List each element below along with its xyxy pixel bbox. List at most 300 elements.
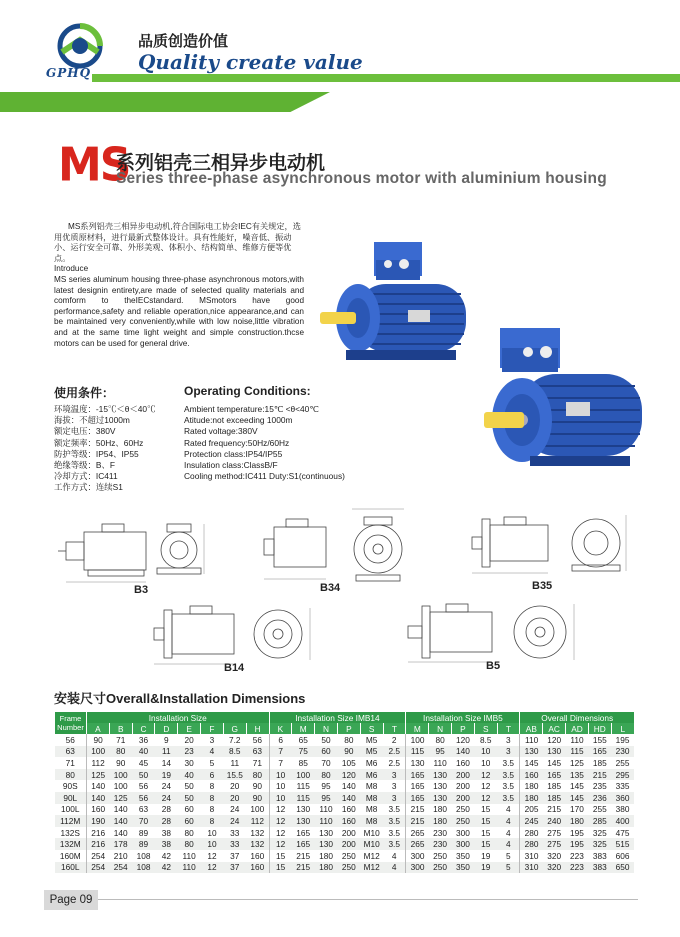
table-cell: 95 — [429, 746, 452, 758]
frame-number-cell: 80 — [55, 769, 87, 781]
table-cell: 165 — [406, 769, 429, 781]
table-cell: 3.5 — [383, 804, 406, 816]
table-cell: 7 — [269, 746, 292, 758]
table-cell: 19 — [474, 850, 497, 862]
table-cell: 7 — [269, 757, 292, 769]
table-cell: 80 — [178, 827, 201, 839]
table-cell: 295 — [611, 769, 634, 781]
table-cell: 80 — [429, 734, 452, 746]
table-cell: 155 — [588, 734, 611, 746]
table-cell: 15 — [474, 827, 497, 839]
table-cell: 10 — [269, 780, 292, 792]
table-cell: 36 — [132, 734, 155, 746]
table-cell: 236 — [588, 792, 611, 804]
table-cell: 15 — [474, 815, 497, 827]
condition-item: 冷却方式：IC411 — [54, 471, 118, 482]
table-cell: 105 — [337, 757, 360, 769]
table-cell: 3.5 — [497, 780, 520, 792]
table-row — [55, 792, 635, 804]
table-cell: 335 — [611, 780, 634, 792]
table-column-header-row — [55, 723, 635, 734]
table-cell: 3 — [497, 734, 520, 746]
frame-number-cell: 56 — [55, 734, 87, 746]
condition-item: 额定频率：50Hz、60Hz — [54, 437, 144, 448]
table-cell: 85 — [292, 757, 315, 769]
table-cell: 132 — [246, 838, 269, 850]
table-cell: 3.5 — [497, 792, 520, 804]
table-cell: 90 — [109, 757, 132, 769]
condition-item: Cooling method:IC411 Duty:S1(continuous) — [184, 471, 345, 482]
table-cell: 275 — [543, 827, 566, 839]
table-cell: 110 — [315, 804, 338, 816]
condition-item: 海拔：不超过1000m — [54, 415, 130, 426]
table-cell: 63 — [246, 746, 269, 758]
diagram-label-b34: B34 — [320, 582, 341, 594]
column-header: K — [269, 723, 292, 734]
table-cell: 215 — [588, 769, 611, 781]
frame-number-header: Frame Number — [55, 712, 87, 734]
table-cell: 7.2 — [223, 734, 246, 746]
condition-item: 额定电压：380V — [54, 426, 116, 437]
table-cell: 38 — [155, 838, 178, 850]
table-cell: 24 — [223, 804, 246, 816]
column-header: D — [155, 723, 178, 734]
table-cell: 56 — [132, 780, 155, 792]
frame-number-cell: 160L — [55, 862, 87, 874]
column-header: N — [429, 723, 452, 734]
table-cell: 10 — [269, 792, 292, 804]
table-cell: 12 — [201, 862, 224, 874]
table-cell: 130 — [292, 804, 315, 816]
table-cell: 380 — [611, 804, 634, 816]
table-cell: 4 — [497, 804, 520, 816]
table-cell: 110 — [315, 815, 338, 827]
table-cell: 160 — [246, 850, 269, 862]
table-cell: 250 — [429, 850, 452, 862]
intro-en: MS series aluminum housing three-phase asynchronous motors,with latest designin entirety,are made of selected quality materials and comform to theIECstandard. MSmotors have good performance,safety and reliable operation,nice appearance,and can be maintained very conveniently,while with low noise,little vibration and at the same time light weight and simple construction.thcse motors can be used for general drive. — [54, 274, 304, 348]
table-cell: 90 — [246, 780, 269, 792]
table-cell: 42 — [155, 850, 178, 862]
table-cell: 135 — [566, 769, 589, 781]
table-cell: 250 — [452, 804, 475, 816]
table-cell: M5 — [360, 734, 383, 746]
column-header: B — [109, 723, 132, 734]
conditions-cn-list — [54, 404, 155, 494]
motor-image-large — [470, 322, 650, 482]
table-cell: 180 — [520, 792, 543, 804]
table-cell: M8 — [360, 780, 383, 792]
table-cell: 3.5 — [383, 827, 406, 839]
table-cell: 70 — [315, 757, 338, 769]
table-cell: 10 — [474, 746, 497, 758]
table-cell: 125 — [566, 757, 589, 769]
table-cell: 3 — [383, 792, 406, 804]
conditions-en-heading: Operating Conditions: — [184, 384, 311, 398]
table-cell: 140 — [337, 792, 360, 804]
table-cell: 12 — [269, 827, 292, 839]
condition-item: Insulation class:ClassB/F — [184, 460, 278, 471]
table-cell: 3.5 — [383, 838, 406, 850]
table-cell: 310 — [520, 850, 543, 862]
table-cell: 12 — [269, 804, 292, 816]
table-title-cn: 安装尺寸 — [54, 691, 107, 706]
table-cell: 11 — [155, 746, 178, 758]
table-cell: 240 — [543, 815, 566, 827]
diagram-b5 — [400, 596, 590, 668]
table-cell: 255 — [611, 757, 634, 769]
column-header: M — [292, 723, 315, 734]
table-cell: 180 — [429, 815, 452, 827]
table-cell: 115 — [292, 780, 315, 792]
table-cell: 200 — [337, 827, 360, 839]
table-cell: 8.5 — [223, 746, 246, 758]
condition-item: 环境温度：-15℃＜θ＜40℃ — [54, 404, 156, 414]
frame-number-cell: 112M — [55, 815, 87, 827]
table-cell: 12 — [474, 792, 497, 804]
table-group-header-row — [55, 712, 635, 723]
table-cell: 130 — [520, 746, 543, 758]
table-cell: 2.5 — [383, 746, 406, 758]
table-cell: 160 — [337, 815, 360, 827]
table-cell: M8 — [360, 792, 383, 804]
table-cell: 33 — [223, 827, 246, 839]
table-cell: M12 — [360, 862, 383, 874]
table-cell: 165 — [406, 792, 429, 804]
table-cell: 254 — [109, 862, 132, 874]
column-header: HD — [588, 723, 611, 734]
table-cell: 8.5 — [474, 734, 497, 746]
table-cell: 285 — [588, 815, 611, 827]
column-header: P — [337, 723, 360, 734]
table-cell: 350 — [452, 850, 475, 862]
table-cell: 2.5 — [383, 757, 406, 769]
table-cell: 300 — [406, 862, 429, 874]
table-cell: 38 — [155, 827, 178, 839]
page-title-cn: 系列铝壳三相异步电动机 — [116, 153, 326, 174]
table-cell: 160 — [452, 757, 475, 769]
table-cell: 15 — [474, 804, 497, 816]
table-cell: 100 — [406, 734, 429, 746]
table-cell: 300 — [406, 850, 429, 862]
table-cell: 80 — [109, 746, 132, 758]
table-cell: 112 — [246, 815, 269, 827]
frame-number-cell: 100L — [55, 804, 87, 816]
table-cell: 108 — [132, 862, 155, 874]
table-cell: 3.5 — [383, 815, 406, 827]
table-cell: 140 — [452, 746, 475, 758]
table-cell: 37 — [223, 850, 246, 862]
table-cell: 165 — [543, 769, 566, 781]
table-row — [55, 850, 635, 862]
table-cell: 15 — [269, 850, 292, 862]
table-cell: 180 — [315, 862, 338, 874]
table-cell: 3.5 — [497, 769, 520, 781]
frame-number-cell: 90S — [55, 780, 87, 792]
table-cell: 140 — [109, 815, 132, 827]
table-cell: 3 — [383, 780, 406, 792]
table-cell: 100 — [292, 769, 315, 781]
frame-number-cell: 132M — [55, 838, 87, 850]
table-cell: 320 — [543, 862, 566, 874]
table-cell: 89 — [132, 838, 155, 850]
column-header: T — [497, 723, 520, 734]
column-header: S — [474, 723, 497, 734]
table-title — [54, 688, 305, 707]
table-cell: 185 — [588, 757, 611, 769]
table-cell: 10 — [201, 838, 224, 850]
table-cell: 40 — [132, 746, 155, 758]
table-cell: M6 — [360, 757, 383, 769]
conditions-en-list — [184, 404, 345, 482]
table-cell: 325 — [588, 827, 611, 839]
table-cell: 12 — [201, 850, 224, 862]
table-cell: 50 — [132, 769, 155, 781]
table-cell: 250 — [452, 815, 475, 827]
table-cell: 4 — [201, 746, 224, 758]
table-cell: 300 — [452, 838, 475, 850]
table-cell: 254 — [87, 862, 110, 874]
column-header: AD — [566, 723, 589, 734]
table-cell: 80 — [315, 769, 338, 781]
table-cell: 178 — [109, 838, 132, 850]
table-cell: 4 — [497, 827, 520, 839]
table-cell: 115 — [292, 792, 315, 804]
table-cell: 180 — [429, 804, 452, 816]
table-cell: 8 — [201, 780, 224, 792]
page-number: Page 09 — [44, 890, 98, 910]
table-cell: 120 — [543, 734, 566, 746]
table-cell: 80 — [337, 734, 360, 746]
table-cell: 195 — [611, 734, 634, 746]
table-cell: 200 — [337, 838, 360, 850]
table-cell: 230 — [429, 838, 452, 850]
table-row — [55, 862, 635, 874]
table-cell: 200 — [452, 769, 475, 781]
table-cell: 216 — [87, 838, 110, 850]
table-cell: 90 — [246, 792, 269, 804]
table-cell: 280 — [520, 838, 543, 850]
table-cell: 15.5 — [223, 769, 246, 781]
table-cell: 30 — [178, 757, 201, 769]
table-cell: 80 — [178, 838, 201, 850]
table-cell: 606 — [611, 850, 634, 862]
table-cell: 110 — [520, 734, 543, 746]
table-cell: 180 — [315, 850, 338, 862]
table-cell: 205 — [520, 804, 543, 816]
table-cell: M10 — [360, 838, 383, 850]
logo-text: GPHQ — [46, 66, 92, 80]
table-cell: 300 — [452, 827, 475, 839]
table-cell: 56 — [132, 792, 155, 804]
condition-item: 绝缘等级：B、F — [54, 460, 115, 471]
condition-item: Rated voltage:380V — [184, 426, 258, 437]
condition-item: Atitude:not exceeding 1000m — [184, 415, 293, 426]
table-cell: 130 — [315, 827, 338, 839]
table-cell: 4 — [383, 850, 406, 862]
table-cell: 3 — [497, 746, 520, 758]
table-cell: 350 — [452, 862, 475, 874]
table-cell: 20 — [223, 792, 246, 804]
table-cell: 90 — [87, 734, 110, 746]
table-cell: 24 — [155, 780, 178, 792]
frame-number-cell: 132S — [55, 827, 87, 839]
table-cell: 130 — [429, 769, 452, 781]
condition-item: 防护等级：IP54、IP55 — [54, 448, 139, 459]
diagram-b14 — [150, 600, 320, 670]
diagram-label-b5: B5 — [486, 660, 501, 672]
table-cell: 95 — [315, 792, 338, 804]
table-cell: 95 — [315, 780, 338, 792]
table-cell: 180 — [566, 815, 589, 827]
table-cell: 20 — [223, 780, 246, 792]
table-row — [55, 734, 635, 746]
table-row — [55, 757, 635, 769]
group-header: Overall Dimensions — [520, 712, 634, 723]
table-cell: 6 — [269, 734, 292, 746]
table-cell: 100 — [246, 804, 269, 816]
table-cell: 108 — [132, 850, 155, 862]
table-cell: 400 — [611, 815, 634, 827]
table-cell: 130 — [429, 780, 452, 792]
table-cell: 115 — [406, 746, 429, 758]
column-header: A — [87, 723, 110, 734]
intro-heading: Introduce — [54, 264, 89, 274]
slogan-cn: 品质创造价值 — [138, 33, 229, 50]
table-cell: 145 — [543, 757, 566, 769]
column-header: AB — [520, 723, 543, 734]
table-cell: 20 — [178, 734, 201, 746]
table-cell: 130 — [543, 746, 566, 758]
table-cell: 10 — [269, 769, 292, 781]
table-cell: 19 — [474, 862, 497, 874]
table-cell: 71 — [109, 734, 132, 746]
table-cell: 200 — [452, 780, 475, 792]
table-cell: 130 — [315, 838, 338, 850]
table-cell: 24 — [223, 815, 246, 827]
table-cell: 140 — [109, 827, 132, 839]
group-header: Installation Size IMB5 — [406, 712, 520, 723]
table-cell: 383 — [588, 862, 611, 874]
table-row — [55, 780, 635, 792]
table-cell: 165 — [588, 746, 611, 758]
table-cell: 100 — [109, 780, 132, 792]
table-cell: 320 — [543, 850, 566, 862]
table-cell: 12 — [474, 769, 497, 781]
table-cell: 12 — [474, 780, 497, 792]
table-row — [55, 827, 635, 839]
table-cell: 360 — [611, 792, 634, 804]
table-cell: 195 — [566, 827, 589, 839]
table-cell: 3 — [201, 734, 224, 746]
table-cell: 210 — [109, 850, 132, 862]
column-header: E — [178, 723, 201, 734]
table-cell: 24 — [155, 792, 178, 804]
table-cell: 230 — [429, 827, 452, 839]
table-cell: 223 — [566, 862, 589, 874]
table-cell: 254 — [87, 850, 110, 862]
table-cell: 70 — [132, 815, 155, 827]
table-cell: 28 — [155, 815, 178, 827]
frame-number-cell: 63 — [55, 746, 87, 758]
table-cell: 56 — [246, 734, 269, 746]
table-cell: 71 — [246, 757, 269, 769]
column-header: F — [201, 723, 224, 734]
table-cell: 65 — [292, 734, 315, 746]
table-cell: 180 — [520, 780, 543, 792]
table-cell: 50 — [178, 780, 201, 792]
table-cell: M6 — [360, 769, 383, 781]
table-cell: 89 — [132, 827, 155, 839]
column-header: T — [383, 723, 406, 734]
diagram-b34 — [256, 505, 416, 593]
table-cell: 215 — [543, 804, 566, 816]
table-cell: 5 — [201, 757, 224, 769]
table-cell: 190 — [87, 815, 110, 827]
footer-line — [98, 899, 638, 900]
column-header: N — [315, 723, 338, 734]
table-cell: 215 — [406, 804, 429, 816]
table-cell: 3 — [383, 769, 406, 781]
table-row — [55, 804, 635, 816]
table-cell: 10 — [474, 757, 497, 769]
intro-cn: MS系列铝壳三相异步电动机,符合国际电工协会IEC有关规定，选用优质原材料，进行最新式整体设计。具有性能好，噪音低、振动小、运行安全可靠、外形美观、体积小、结构简单、维修方便等优点。 — [54, 222, 301, 263]
table-cell: 80 — [246, 769, 269, 781]
table-cell: 45 — [132, 757, 155, 769]
condition-item: Ambient temperature:15℃ <θ<40℃ — [184, 404, 319, 414]
column-header: S — [360, 723, 383, 734]
table-cell: 110 — [178, 862, 201, 874]
table-cell: 110 — [429, 757, 452, 769]
table-cell: 15 — [474, 838, 497, 850]
table-cell: 6 — [201, 769, 224, 781]
table-cell: 110 — [566, 734, 589, 746]
table-cell: 250 — [429, 862, 452, 874]
table-cell: 195 — [566, 838, 589, 850]
frame-number-cell: 160M — [55, 850, 87, 862]
table-cell: 165 — [292, 827, 315, 839]
table-cell: 42 — [155, 862, 178, 874]
table-cell: 170 — [566, 804, 589, 816]
table-cell: 230 — [611, 746, 634, 758]
column-header: C — [132, 723, 155, 734]
table-cell: 275 — [543, 838, 566, 850]
table-row — [55, 769, 635, 781]
header-green-band — [92, 74, 680, 82]
table-cell: 250 — [337, 862, 360, 874]
diagram-label-b35: B35 — [532, 580, 553, 592]
slogan-en: Quality create value — [138, 50, 363, 74]
table-cell: 115 — [566, 746, 589, 758]
table-cell: 8 — [201, 804, 224, 816]
table-cell: 125 — [87, 769, 110, 781]
table-cell: 165 — [406, 780, 429, 792]
table-cell: 265 — [406, 838, 429, 850]
table-cell: 125 — [109, 792, 132, 804]
series-code: MS — [58, 138, 130, 193]
table-cell: 5 — [497, 862, 520, 874]
conditions-cn-heading: 使用条件： — [54, 386, 115, 400]
table-cell: 130 — [406, 757, 429, 769]
table-cell: 8 — [201, 815, 224, 827]
table-title-en: Overall&Installation Dimensions — [106, 691, 306, 706]
table-cell: 280 — [520, 827, 543, 839]
table-cell: 165 — [292, 838, 315, 850]
table-cell: 60 — [178, 804, 201, 816]
table-cell: 130 — [292, 815, 315, 827]
table-cell: 4 — [383, 862, 406, 874]
table-cell: 160 — [337, 804, 360, 816]
table-cell: 120 — [452, 734, 475, 746]
